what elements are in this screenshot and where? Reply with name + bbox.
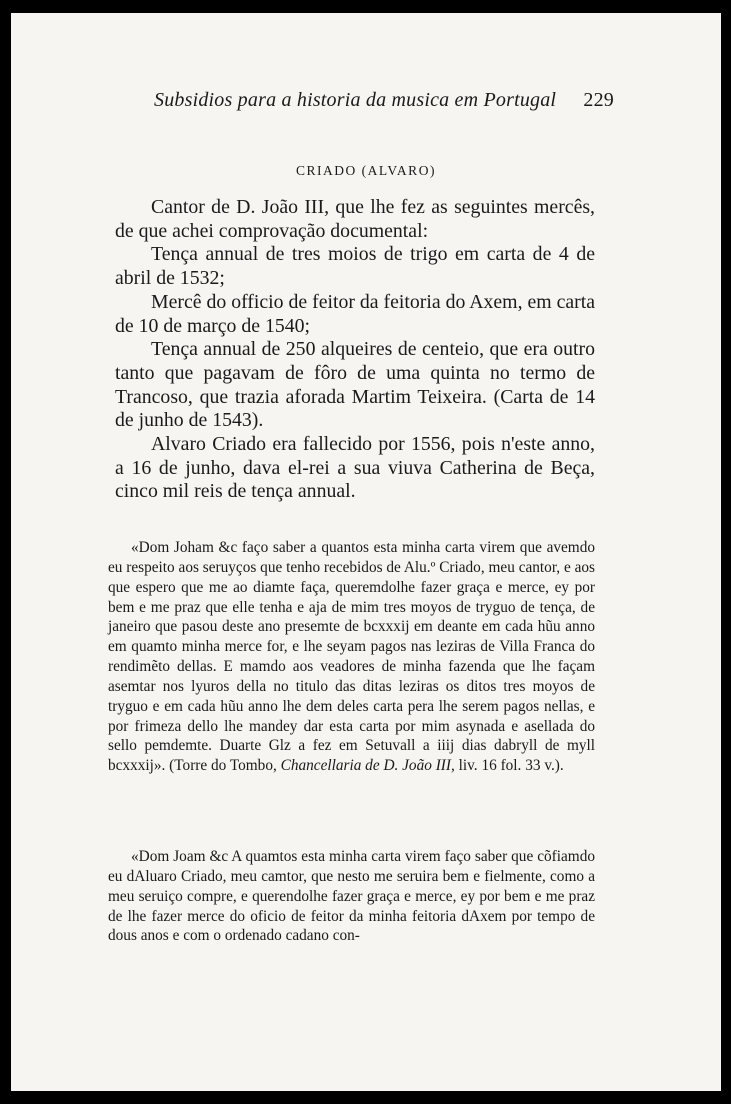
paragraph: Mercê do officio de feitor da feitoria do Axem, em carta de 10 de março de 1540; <box>115 290 595 337</box>
main-text <box>115 196 595 504</box>
paragraph: Tença annual de 250 alqueires de centeio, que era outro tanto que pagavam de fôro de uma quinta no termo de Trancoso, que trazia aforada Martim Teixeira. (Carta de 14 de junho de 1543). <box>115 338 595 432</box>
paragraph: Alvaro Criado era fallecido por 1556, pois n'este anno, a 16 de junho, dava el-rei a sua viuva Catherina de Beça, cinco mil reis de tença annual. <box>115 433 595 503</box>
paragraph: Cantor de D. João III, que lhe fez as seguintes mercês, de que achei comprovação documental: <box>115 196 595 242</box>
quote-source: Chancellaria de D. João III, <box>280 757 455 775</box>
paragraph: Tença annual de tres moios de trigo em carta de 4 de abril de 1532; <box>115 243 595 290</box>
book-page <box>11 13 721 1091</box>
quote-reference: liv. 16 fol. 33 v.). <box>458 757 564 775</box>
running-header <box>154 89 614 112</box>
document-quote-2 <box>108 847 595 946</box>
document-quote-1 <box>108 538 595 776</box>
page-number: 229 <box>583 89 614 111</box>
running-title: Subsidios para a historia da musica em Portugal <box>154 89 557 111</box>
quote-text: «Dom Joham &c faço saber a quantos esta minha carta virem que avemdo eu respeito aos seruyços que tenho recebidos de Alu.º Criado, meu cantor, e aos que espero que me ao diamte faça, queremdolhe fazer graça e merce, ey por bem e me praz que elle tenha e aja de mim tres moyos de tryguo de tença, de janeiro que pasou deste ano presemte de bcxxxij em deante em cada hũu anno em quamto minha merce for, e lhe seyam pagos nas leziras de Villa Franca do rendimẽto dellas. E mamdo aos veadores de minha fazenda que lhe façam asemtar nos lyuros della no titulo das ditas leziras os ditos tres moyos de tryguo e em cada hũu anno lhe dem deles carta pera lhe serem pagos nellas, e por frimeza dello lhe mandey dar esta carta por mim asynada e asellada do sello pemdemte. Duarte Glz a fez em Setuvall a iiij dias dabryll de myll bcxxxij». (Torre do Tombo, <box>108 539 595 775</box>
quote-paragraph <box>108 538 595 776</box>
quote-paragraph: «Dom Joam &c A quamtos esta minha carta virem faço saber que cõfiamdo eu dAluaro Criado, meu camtor, que nesto me seruira bem e fielmente, como a meu seruiço compre, e querendolhe fazer graça e merce, ey por bem e me praz de lhe fazer merce do oficio de feitor da minha feitoria dAxem por tempo de dous anos e com o ordenado cadano con- <box>108 848 595 945</box>
section-heading: CRIADO (ALVARO) <box>296 163 436 178</box>
